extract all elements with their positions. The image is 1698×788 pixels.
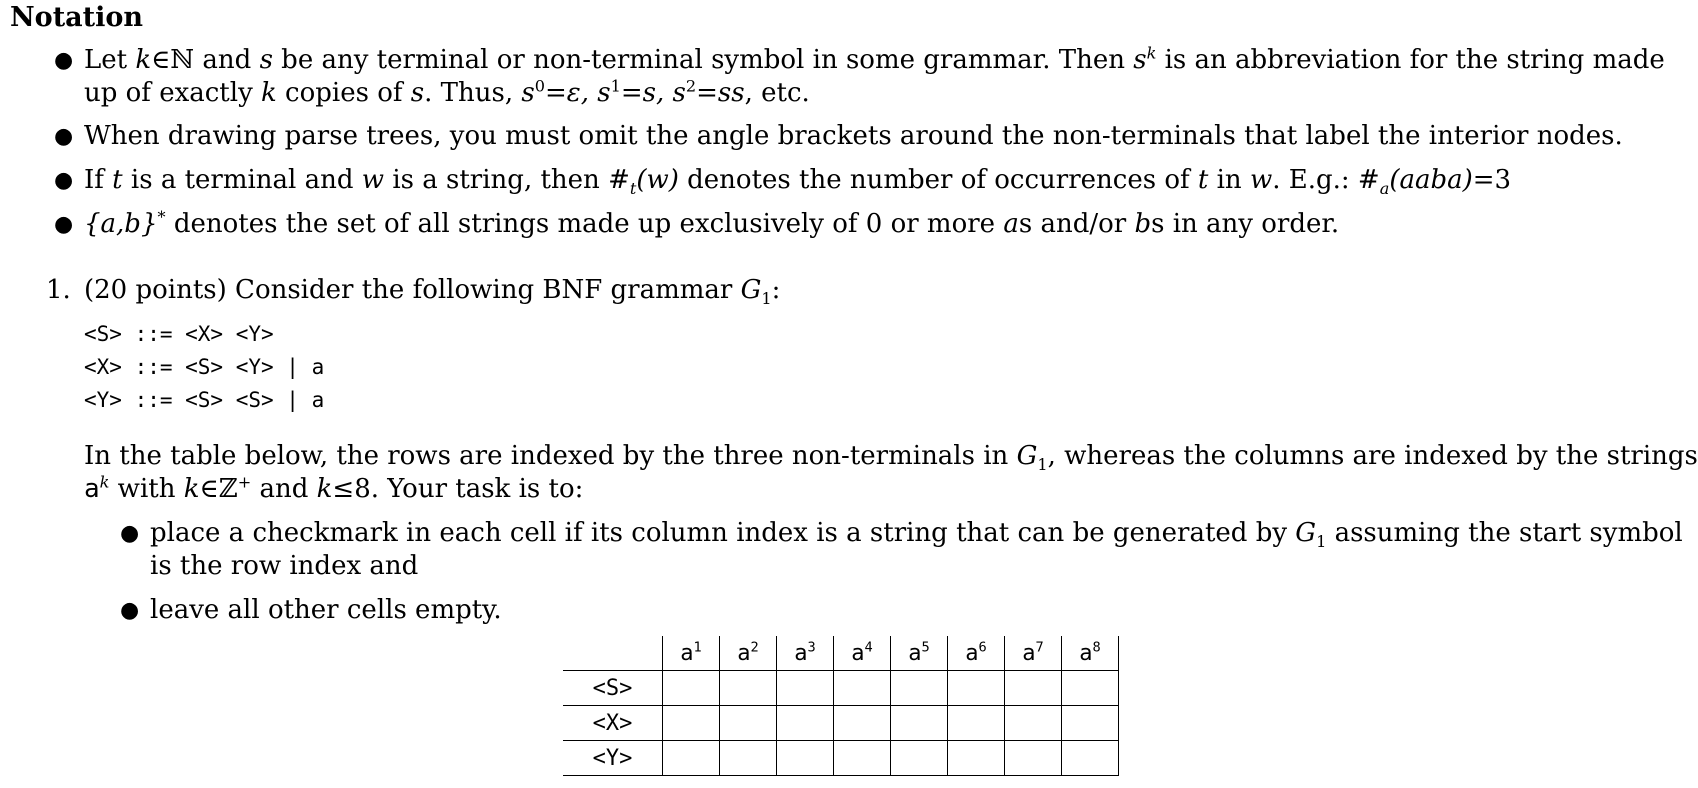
row-header: <S> bbox=[563, 671, 663, 706]
bullet-dot: ● bbox=[54, 124, 74, 149]
checkmark-cell[interactable] bbox=[720, 741, 777, 776]
task-2: leave all other cells empty. bbox=[150, 595, 502, 625]
bullet-dot: ● bbox=[120, 598, 140, 623]
checkmark-cell[interactable] bbox=[1062, 671, 1119, 706]
bullet-dot: ● bbox=[54, 48, 74, 73]
checkmark-cell[interactable] bbox=[720, 671, 777, 706]
checkmark-cell[interactable] bbox=[1005, 741, 1062, 776]
checkmark-cell[interactable] bbox=[1062, 706, 1119, 741]
checkmark-cell[interactable] bbox=[720, 706, 777, 741]
checkmark-cell[interactable] bbox=[777, 671, 834, 706]
column-header: $a^5$ bbox=[891, 636, 948, 671]
checkmark-cell[interactable] bbox=[663, 741, 720, 776]
checkmark-cell[interactable] bbox=[834, 706, 891, 741]
checkmark-cell[interactable] bbox=[1005, 671, 1062, 706]
question-number: 1. bbox=[46, 275, 71, 305]
grammar-rule: <Y> ::= <S> <S> | a bbox=[84, 388, 325, 412]
checkmark-cell[interactable] bbox=[663, 706, 720, 741]
table-row bbox=[563, 706, 1119, 741]
bullet-dot: ● bbox=[54, 212, 74, 237]
notation-bullet-1-line-2: up of exactly k copies of s. Thus, $s^0=\varepsilon$, $s^1=s$, $s^2=ss$, etc. bbox=[84, 76, 810, 108]
checkmark-cell[interactable] bbox=[1005, 706, 1062, 741]
checkmark-cell[interactable] bbox=[891, 706, 948, 741]
question-intro: (20 points) Consider the following BNF grammar $G_1$: bbox=[84, 275, 781, 309]
column-header: $a^2$ bbox=[720, 636, 777, 671]
table-description-line-1: In the table below, the rows are indexed by the three non-terminals in $G_1$, whereas the columns are indexed by the strings bbox=[84, 441, 1698, 475]
answer-table bbox=[563, 636, 1119, 776]
bullet-dot: ● bbox=[120, 521, 140, 546]
column-header: $a^4$ bbox=[834, 636, 891, 671]
task-1-line-1: place a checkmark in each cell if its column index is a string that can be generated by $G_1$ assuming the start symbol bbox=[150, 518, 1683, 552]
checkmark-cell[interactable] bbox=[891, 741, 948, 776]
table-row bbox=[563, 741, 1119, 776]
notation-bullet-2: When drawing parse trees, you must omit the angle brackets around the non-terminals that label the interior nodes. bbox=[84, 121, 1623, 151]
bullet-dot: ● bbox=[54, 168, 74, 193]
table-corner bbox=[563, 636, 663, 671]
column-header: $a^6$ bbox=[948, 636, 1005, 671]
checkmark-cell[interactable] bbox=[948, 741, 1005, 776]
checkmark-cell[interactable] bbox=[834, 741, 891, 776]
row-header: <X> bbox=[563, 706, 663, 741]
notation-bullet-3: If t is a terminal and w is a string, then $\#_t(w)$ denotes the number of occurrences of t in w. E.g.: $\#_a(aaba)=3$ bbox=[84, 165, 1512, 199]
table-description-line-2: $a^k$ with k∈ℤ+ and k≤8. Your task is to: bbox=[84, 472, 584, 504]
notation-bullet-4: {a,b}* denotes the set of all strings made up exclusively of 0 or more as and/or bs in any order. bbox=[84, 207, 1340, 239]
task-1-line-2: is the row index and bbox=[150, 551, 419, 581]
row-header: <Y> bbox=[563, 741, 663, 776]
column-header: $a^8$ bbox=[1062, 636, 1119, 671]
table-row bbox=[563, 671, 1119, 706]
column-header: $a^7$ bbox=[1005, 636, 1062, 671]
checkmark-cell[interactable] bbox=[834, 671, 891, 706]
notation-bullet-1-line-1: Let k∈ℕ and s be any terminal or non-terminal symbol in some grammar. Then $s^k$ is an abbreviation for the string made bbox=[84, 43, 1665, 75]
checkmark-cell[interactable] bbox=[777, 706, 834, 741]
notation-heading: Notation bbox=[10, 2, 144, 33]
column-header: $a^1$ bbox=[663, 636, 720, 671]
checkmark-cell[interactable] bbox=[777, 741, 834, 776]
grammar-rule: <S> ::= <X> <Y> bbox=[84, 322, 274, 346]
checkmark-cell[interactable] bbox=[948, 671, 1005, 706]
checkmark-cell[interactable] bbox=[1062, 741, 1119, 776]
checkmark-cell[interactable] bbox=[948, 706, 1005, 741]
column-header: $a^3$ bbox=[777, 636, 834, 671]
checkmark-cell[interactable] bbox=[891, 671, 948, 706]
checkmark-cell[interactable] bbox=[663, 671, 720, 706]
grammar-rule: <X> ::= <S> <Y> | a bbox=[84, 355, 325, 379]
table-header-row bbox=[563, 636, 1119, 671]
